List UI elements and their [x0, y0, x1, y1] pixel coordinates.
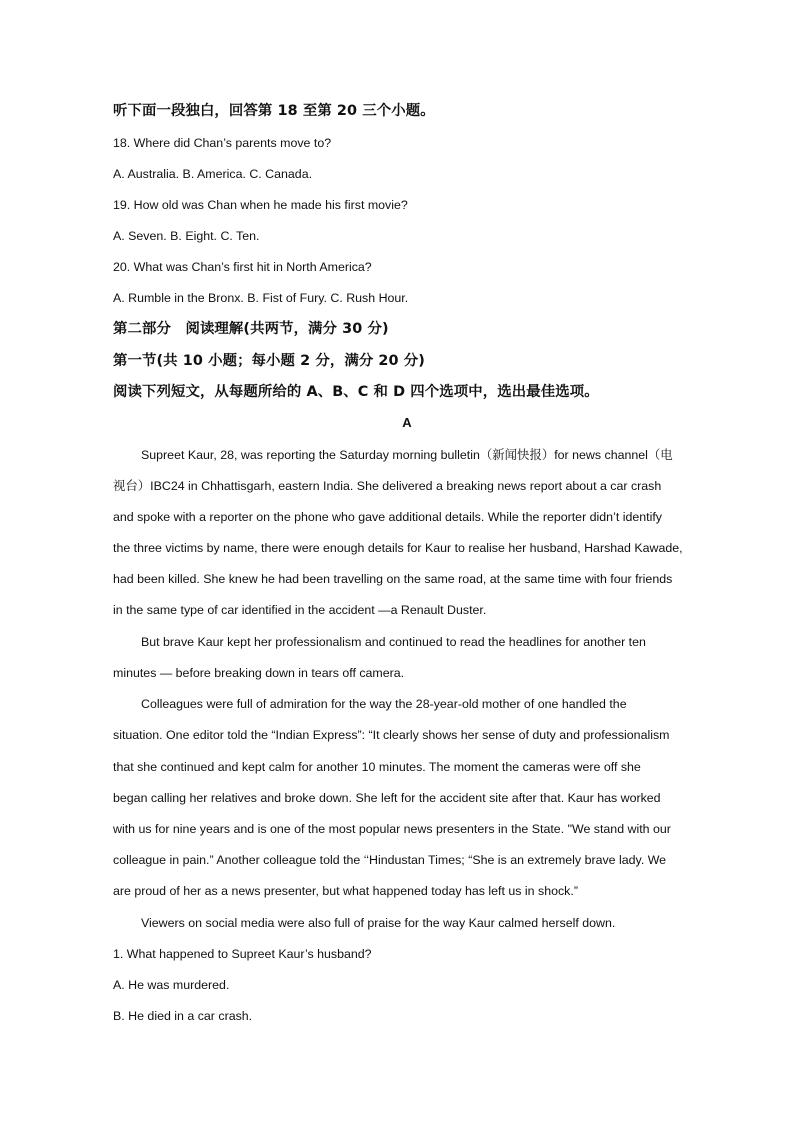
passage-label: A — [402, 415, 412, 430]
question-1-option-b: B. He died in a car crash. — [113, 1009, 253, 1023]
passage-line: But brave Kaur kept her professionalism and continued to read the headlines for another ten — [141, 635, 646, 649]
question-1: 1. What happened to Supreet Kaur’s husband? — [113, 947, 372, 961]
passage-line: had been killed. She knew he had been travelling on the same road, at the same time with four friends — [113, 572, 673, 586]
passage-line: are proud of her as a news presenter, but what happened today has left us in shock.” — [113, 884, 578, 898]
passage-line: colleague in pain.” Another colleague told the ‘‘Hindustan Times; “She is an extremely brave lady. We — [113, 853, 667, 867]
question-1-option-a: A. He was murdered. — [113, 978, 230, 992]
passage-line: 视台）IBC24 in Chhattisgarh, eastern India. She delivered a breaking news report about a car crash — [113, 479, 662, 493]
reading-instruction: 阅读下列短文，从每题所给的 A、B、C 和 D 四个选项中，选出最佳选项。 — [113, 384, 599, 400]
question-19: 19. How old was Chan when he made his first movie? — [113, 198, 408, 212]
question-20-options: A. Rumble in the Bronx. B. Fist of Fury. C. Rush Hour. — [113, 291, 409, 305]
passage-line: in the same type of car identified in the accident —a Renault Duster. — [113, 603, 487, 617]
section-one-title: 第一节(共 10 小题；每小题 2 分，满分 20 分) — [113, 353, 425, 369]
passage-line: Viewers on social media were also full of praise for the way Kaur calmed herself down. — [141, 916, 616, 930]
passage-line: that she continued and kept calm for another 10 minutes. The moment the cameras were off she — [113, 760, 641, 774]
passage-line: and spoke with a reporter on the phone who gave additional details. While the reporter didn’t identify — [113, 510, 662, 524]
question-20: 20. What was Chan’s first hit in North America? — [113, 260, 372, 274]
question-18-options: A. Australia. B. America. C. Canada. — [113, 167, 313, 181]
passage-line: with us for nine years and is one of the most popular news presenters in the State. "We stand with our — [113, 822, 671, 836]
listening-instruction: 听下面一段独白，回答第 18 至第 20 三个小题。 — [113, 103, 435, 119]
passage-line: Colleagues were full of admiration for the way the 28-year-old mother of one handled the — [141, 697, 627, 711]
passage-line: the three victims by name, there were enough details for Kaur to realise her husband, Harshad Kawade, — [113, 541, 683, 555]
passage-line: Supreet Kaur, 28, was reporting the Saturday morning bulletin（新闻快报）for news channel（电 — [141, 448, 673, 462]
question-18: 18. Where did Chan’s parents move to? — [113, 136, 332, 150]
passage-line: situation. One editor told the “Indian Express”: “It clearly shows her sense of duty and professionalism — [113, 728, 670, 742]
passage-line: began calling her relatives and broke down. She left for the accident site after that. Kaur has worked — [113, 791, 661, 805]
passage-line: minutes — before breaking down in tears off camera. — [113, 666, 405, 680]
part-two-title: 第二部分 阅读理解(共两节，满分 30 分) — [113, 321, 389, 337]
question-19-options: A. Seven. B. Eight. C. Ten. — [113, 229, 260, 243]
